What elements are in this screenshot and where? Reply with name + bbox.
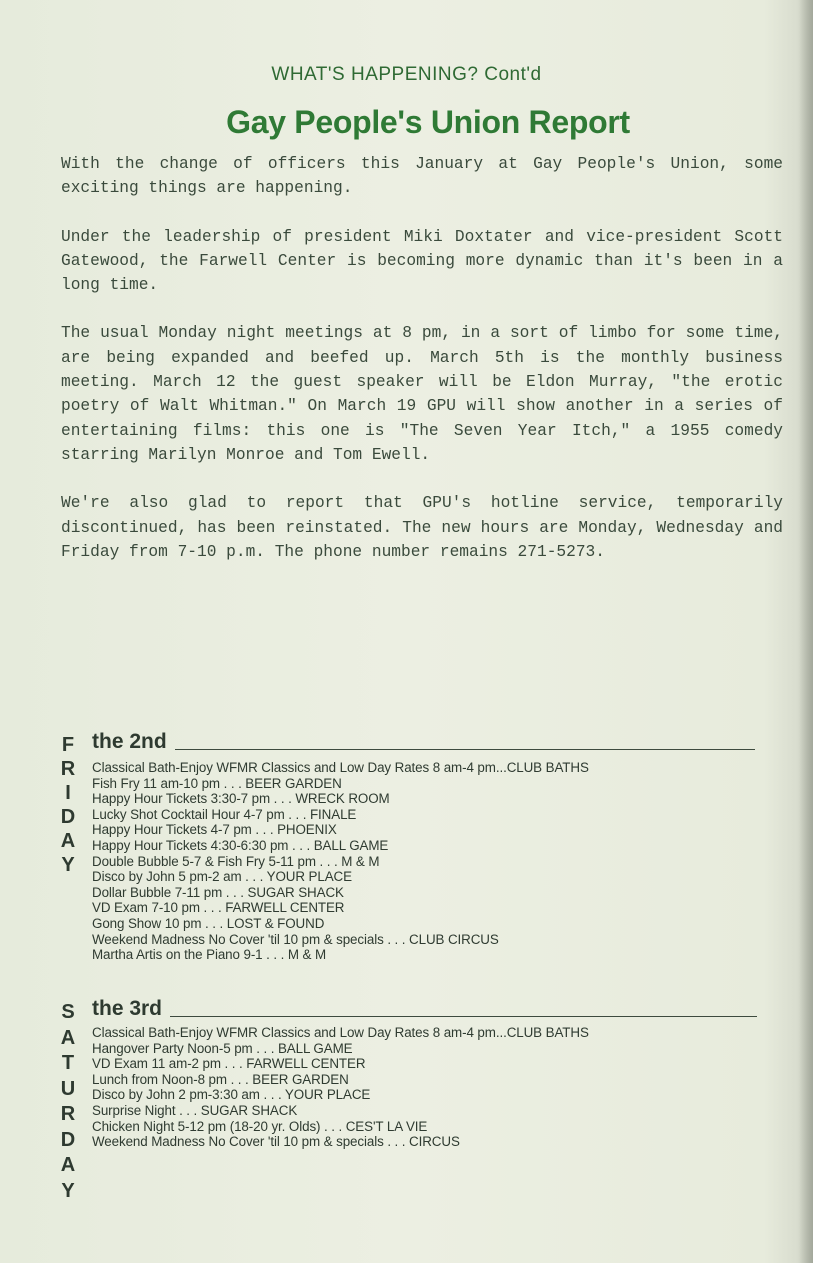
day-letter: A (60, 1026, 76, 1049)
day-letter: R (60, 1103, 76, 1125)
day-letter: R (60, 758, 76, 780)
page-edge-shadow (799, 0, 813, 1263)
event-item: Hangover Party Noon-5 pm . . . BALL GAME (92, 1040, 353, 1056)
day-letter: A (60, 830, 76, 852)
event-item: VD Exam 7-10 pm . . . FARWELL CENTER (92, 900, 345, 916)
event-item: Happy Hour Tickets 4:30-6:30 pm . . . BALL GAME (92, 837, 389, 853)
friday-event-list (92, 760, 772, 963)
day-letter: U (60, 1077, 76, 1100)
day-letter: D (60, 1128, 76, 1151)
event-item: Dollar Bubble 7-11 pm . . . SUGAR SHACK (92, 884, 344, 900)
day-letter: I (65, 782, 71, 804)
friday-date-label: the 2nd (92, 730, 167, 753)
event-item: Classical Bath-Enjoy WFMR Classics and Low Day Rates 8 am-4 pm...CLUB BATHS (92, 1025, 589, 1040)
day-letter: Y (61, 854, 75, 876)
heading-rule (175, 749, 755, 750)
event-item: Martha Artis on the Piano 9-1 . . . M & M (92, 947, 327, 963)
friday-vertical-label (57, 733, 79, 877)
event-item: Happy Hour Tickets 3:30-7 pm . . . WRECK ROOM (92, 791, 390, 807)
article-paragraph: Under the leadership of president Miki Doxtater and vice-president Scott Gatewood, the Farwell Center is becoming more dynamic than it's been in a long time. (61, 227, 783, 295)
event-item: VD Exam 11 am-2 pm . . . FARWELL CENTER (92, 1056, 366, 1072)
article-paragraph: The usual Monday night meetings at 8 pm, in a sort of limbo for some time, are being expanded and beefed up. March 5th is the monthly business meeting. March 12 the guest speaker will be Eldon Murray, "the erotic poetry of Walt Whitman." On March 19 GPU will show another in a series of entertaining films: this one is "The Seven Year Itch," a 1955 comedy starring Marilyn Monroe and Tom Ewell. (61, 324, 783, 464)
heading-rule (170, 1016, 757, 1017)
day-letter: D (60, 806, 76, 828)
event-item: Double Bubble 5-7 & Fish Fry 5-11 pm . . . M & M (92, 853, 380, 869)
article-body (61, 152, 783, 588)
event-item: Disco by John 5 pm-2 am . . . YOUR PLACE (92, 869, 352, 885)
day-letter: F (61, 734, 75, 756)
event-item: Surprise Night . . . SUGAR SHACK (92, 1102, 298, 1118)
day-letter: T (61, 1052, 75, 1074)
page-title: Gay People's Union Report (226, 104, 630, 140)
event-item: Fish Fry 11 am-10 pm . . . BEER GARDEN (92, 775, 342, 791)
saturday-vertical-label (57, 1000, 79, 1204)
day-letter: S (61, 1001, 75, 1023)
article-paragraph: We're also glad to report that GPU's hotline service, temporarily discontinued, has been reinstated. The new hours are Monday, Wednesday and Friday from 7-10 p.m. The phone number remains 271-5273. (61, 494, 783, 561)
event-item: Chicken Night 5-12 pm (18-20 yr. Olds) . . . CES'T LA VIE (92, 1118, 428, 1134)
saturday-heading (92, 997, 757, 1021)
day-letter: A (60, 1154, 76, 1176)
event-item: Gong Show 10 pm . . . LOST & FOUND (92, 915, 325, 931)
event-item: Lucky Shot Cocktail Hour 4-7 pm . . . FINALE (92, 806, 357, 822)
event-item: Weekend Madness No Cover 'til 10 pm & specials . . . CLUB CIRCUS (92, 931, 499, 947)
event-item: Weekend Madness No Cover 'til 10 pm & specials . . . CIRCUS (92, 1134, 460, 1150)
saturday-event-list (92, 1025, 772, 1150)
section-kicker: WHAT'S HAPPENING? Cont'd (271, 64, 542, 85)
article-paragraph: With the change of officers this January at Gay People's Union, some exciting things are happening. (61, 155, 783, 198)
friday-heading (92, 730, 755, 754)
saturday-date-label: the 3rd (92, 997, 163, 1020)
day-letter: Y (61, 1179, 75, 1202)
event-item: Lunch from Noon-8 pm . . . BEER GARDEN (92, 1071, 349, 1087)
event-item: Classical Bath-Enjoy WFMR Classics and Low Day Rates 8 am-4 pm...CLUB BATHS (92, 760, 589, 775)
event-item: Disco by John 2 pm-3:30 am . . . YOUR PLACE (92, 1087, 371, 1103)
event-item: Happy Hour Tickets 4-7 pm . . . PHOENIX (92, 822, 337, 838)
